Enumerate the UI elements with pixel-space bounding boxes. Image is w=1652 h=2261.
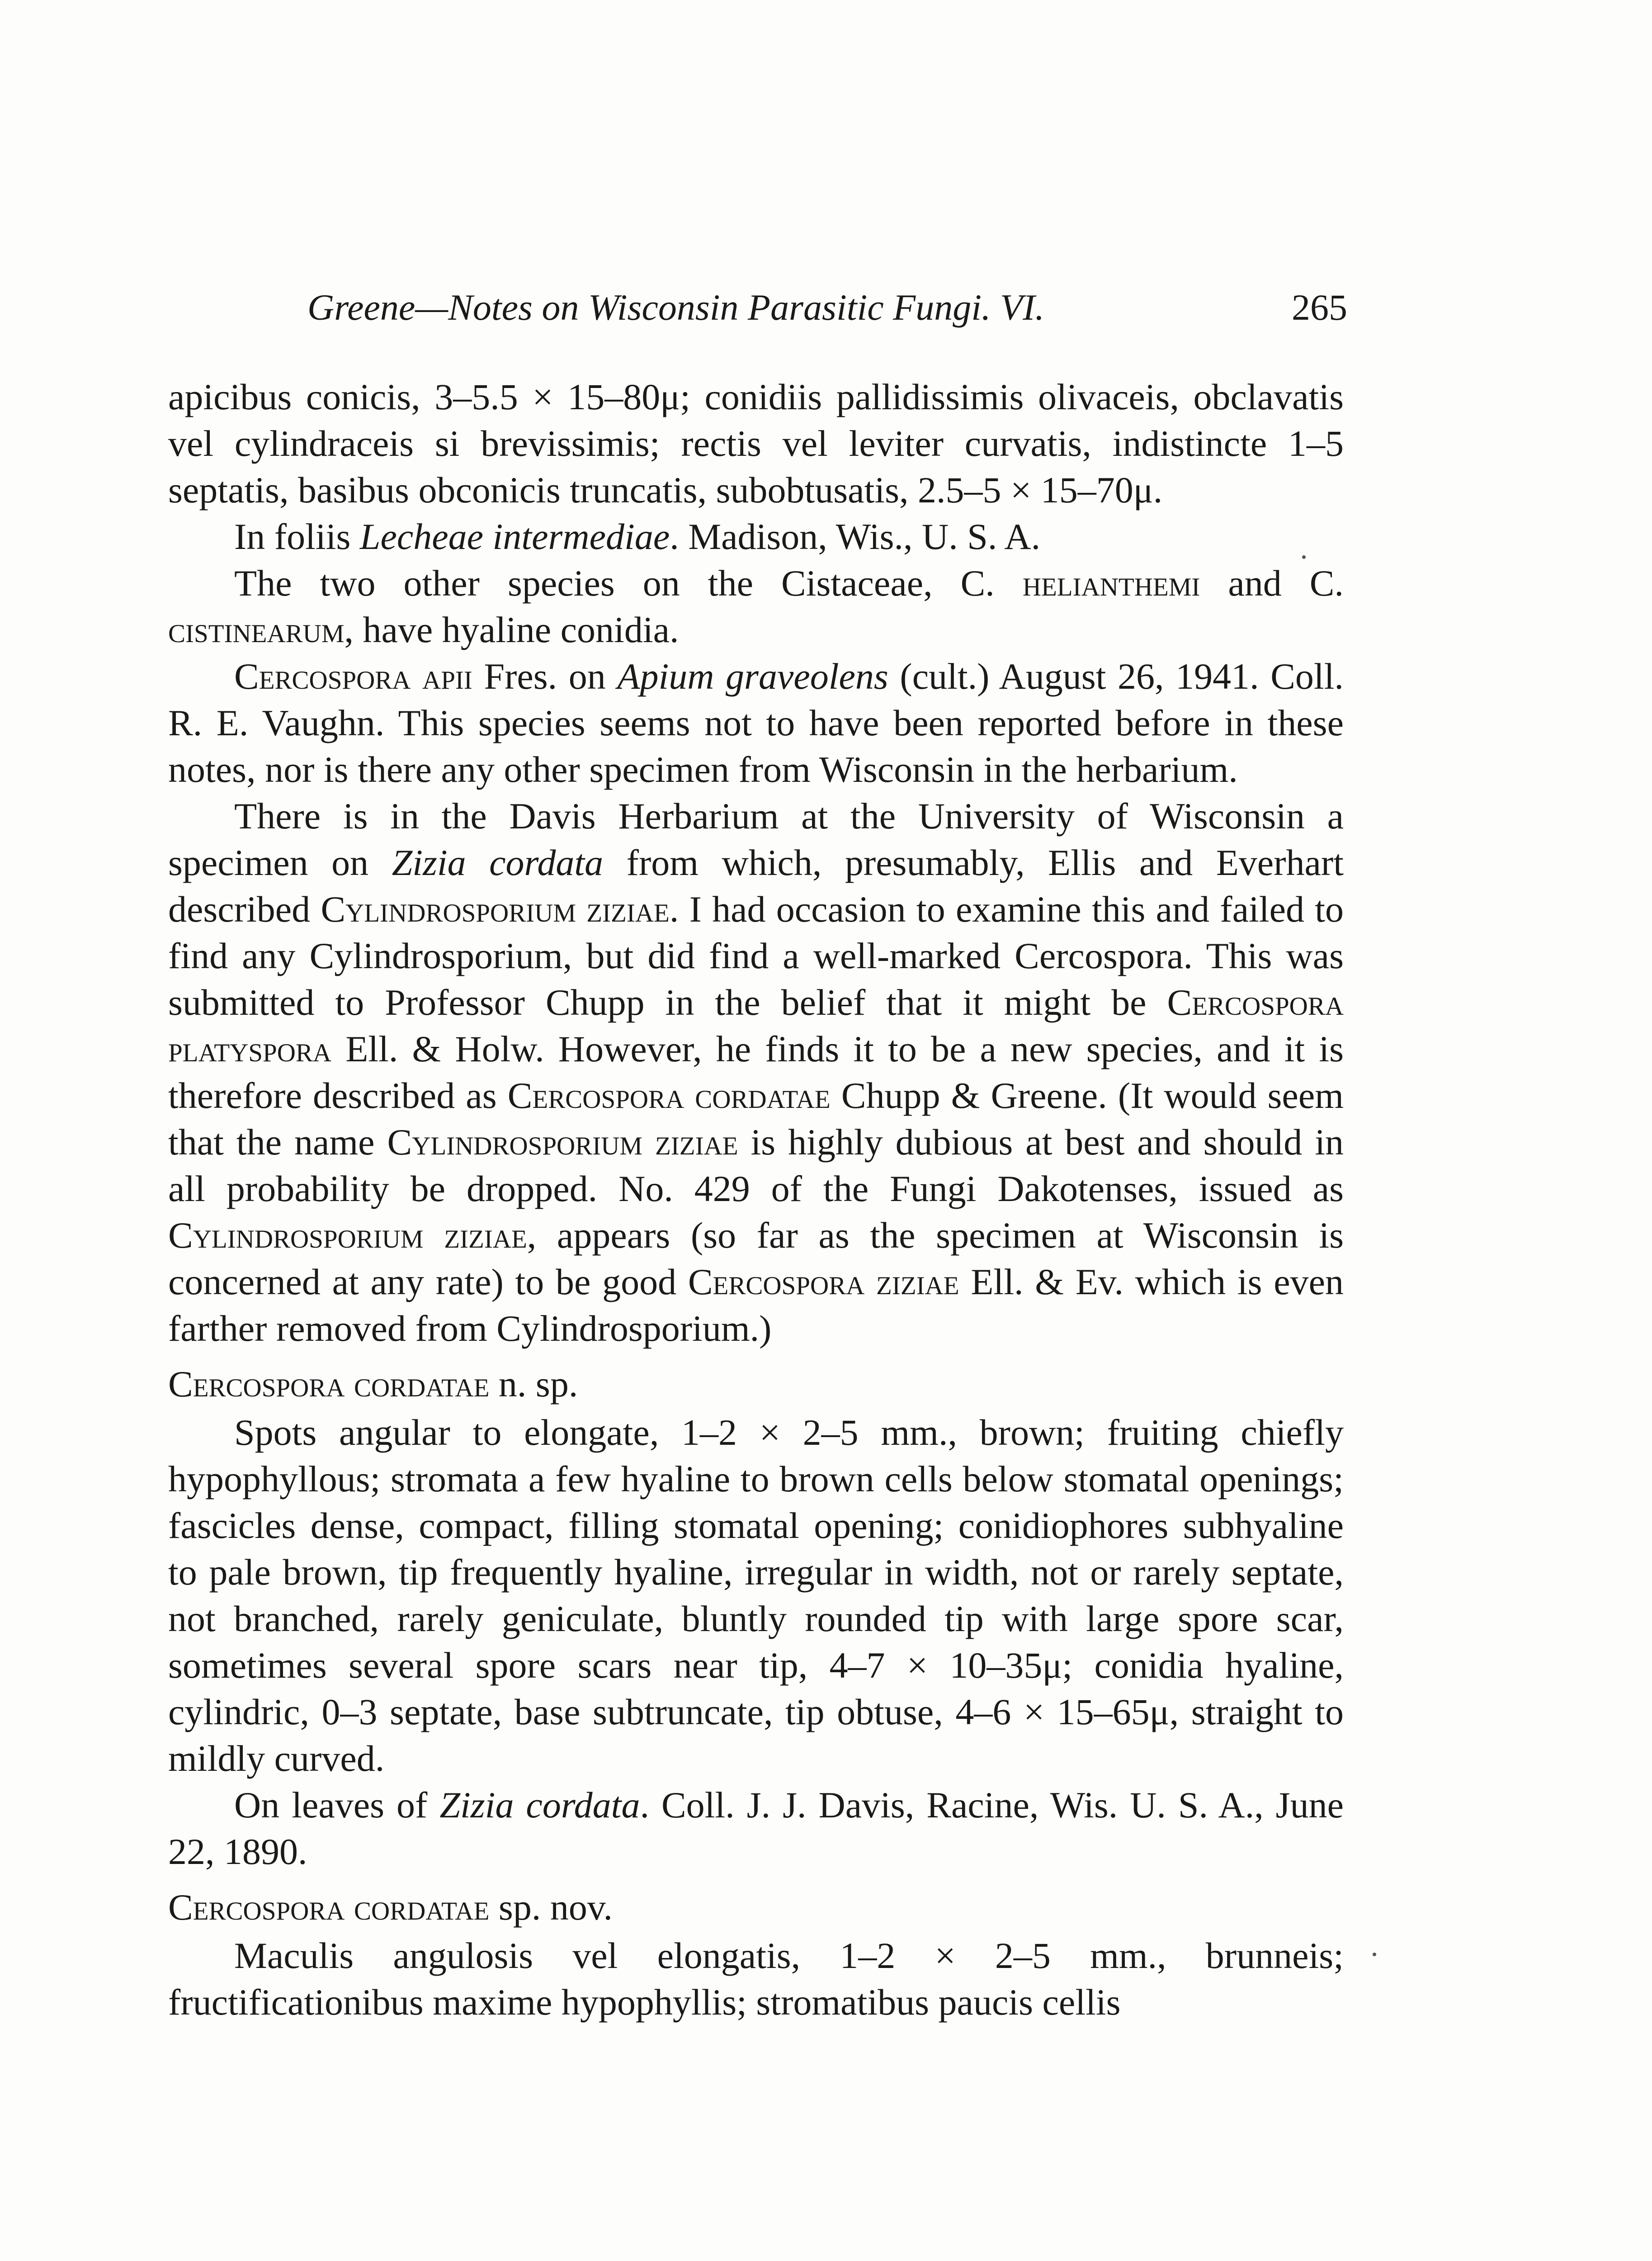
species-name: Cylindrosporium ziziae bbox=[321, 889, 670, 930]
species-name: Cercospora cordatae bbox=[507, 1075, 831, 1116]
host-name: Zizia cordata bbox=[439, 1784, 640, 1826]
species-name: Cercospora ziziae bbox=[688, 1261, 959, 1302]
print-speck bbox=[1373, 1953, 1376, 1956]
host-name: Apium graveolens bbox=[617, 656, 888, 697]
host-name: Zizia cordata bbox=[392, 842, 604, 883]
species-name: Cylindrosporium ziziae bbox=[168, 1215, 527, 1256]
species-name: Cercospora apii bbox=[234, 656, 472, 697]
paragraph-description-english: Spots angular to elongate, 1–2 × 2–5 mm., brown; fruiting chiefly hypophyllous; stromata a few hyaline to brown cells below stomatal openings; fascicles dense, compact, filling stomatal opening; conidiophores subhyaline to pale brown, tip frequently hyaline, irregular in width, not or rarely septate, not branched, rarely geniculate, bluntly rounded tip with large spore scar, sometimes several spore scars near tip, 4–7 × 10–35μ; conidia hyaline, cylindric, 0–3 septate, base subtruncate, tip obtuse, 4–6 × 15–65μ, straight to mildly curved. bbox=[168, 1412, 1344, 1779]
species-name: helianthemi bbox=[1022, 563, 1200, 604]
paragraph-specimen: On leaves of Zizia cordata. Coll. J. J. Davis, Racine, Wis. U. S. A., June 22, 1890. bbox=[168, 1784, 1344, 1872]
paragraph-cercospora-apii: Cercospora apii Fres. on Apium graveolens (cult.) August 26, 1941. Coll. R. E. Vaughn. This species seems not to have been reported before in these notes, nor is there any other specimen from Wisconsin in the herbarium. bbox=[168, 656, 1344, 790]
paragraph-latin-continuation: apicibus conicis, 3–5.5 × 15–80μ; conidiis pallidissimis olivaceis, obclavatis vel cylindraceis si brevissimis; rectis vel leviter curvatis, indistincte 1–5 septatis, basibus obconicis truncatis, subobtusatis, 2.5–5 × 15–70μ. bbox=[168, 376, 1344, 511]
paragraph-cistaceae: The two other species on the Cistaceae, C. helianthemi and C. cistinearum, have hyaline conidia. bbox=[168, 563, 1344, 650]
page-number: 265 bbox=[1292, 287, 1347, 328]
running-head-title: Greene—Notes on Wisconsin Parasitic Fungi. VI. bbox=[307, 287, 1044, 328]
host-name: Lecheae intermediae bbox=[359, 516, 670, 557]
species-heading-english: Cercospora cordatae n. sp. bbox=[168, 1363, 578, 1405]
paragraph-davis-herbarium: There is in the Davis Herbarium at the University of Wisconsin a specimen on Zizia cordata from which, presumably, Ellis and Everhart described Cylindrosporium ziziae. I had occasion to examine this and failed to find any Cylindrosporium, but did find a well-marked Cercospora. This was submitted to Professor Chupp in the belief that it might be Cercospora platyspora Ell. & Holw. However, he finds it to be a new species, and it is therefore described as Cercospora cordatae Chupp & Greene. (It would seem that the name Cylindrosporium ziziae is highly dubious at best and should in all probability be dropped. No. 429 of the Fungi Dakotenses, issued as Cylindrosporium ziziae, appears (so far as the specimen at Wisconsin is concerned at any rate) to be good Cercospora ziziae Ell. & Ev. which is even farther removed from Cylindrosporium.) bbox=[168, 795, 1344, 1349]
print-speck bbox=[1302, 555, 1306, 559]
running-head bbox=[307, 280, 1347, 335]
body-text bbox=[168, 374, 1344, 2025]
paragraph-type-locality: In foliis Lecheae intermediae. Madison, Wis., U. S. A. bbox=[234, 516, 1041, 557]
species-name: Cylindrosporium ziziae bbox=[387, 1121, 738, 1163]
paragraph-description-latin: Maculis angulosis vel elongatis, 1–2 × 2–5 mm., brunneis; fructificationibus maxime hypophyllis; stromatibus paucis cellis bbox=[168, 1935, 1344, 2023]
species-name: cistinearum bbox=[168, 609, 345, 650]
species-name: Cercospora platyspora bbox=[168, 982, 1344, 1069]
species-heading-latin: Cercospora cordatae sp. nov. bbox=[168, 1887, 613, 1928]
species-name: Cercospora cordatae bbox=[168, 1887, 490, 1928]
species-name: Cercospora cordatae bbox=[168, 1363, 490, 1405]
